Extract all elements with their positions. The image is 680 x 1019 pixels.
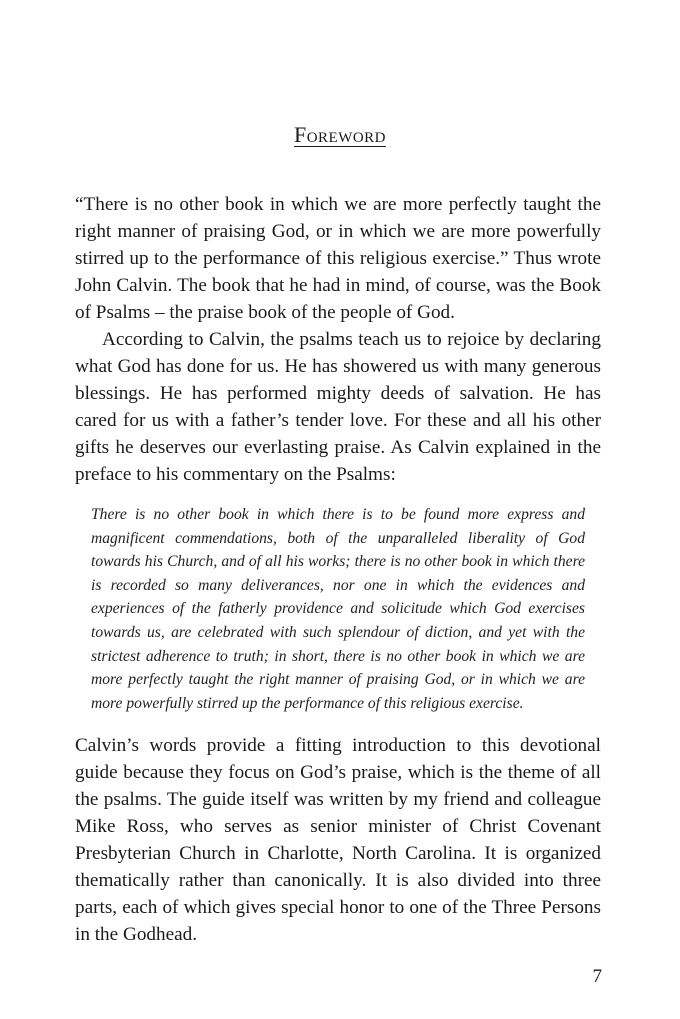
block-quote: There is no other book in which there is to be found more express and magnificent commendations, both of the unparalleled liberality of God towards his Church, and of all his works; there is no other book in which there is recorded so many deliverances, nor one in which the evidences and experiences of the fatherly providence and solicitude which God exercises towards us, are celebrated with such splendour of diction, and yet with the strictest adherence to truth; in short, there is no other book in which we are more perfectly taught the right manner of praising God, or in which we are more powerfully stirred up the performance of this religious exercise. <box>91 506 585 712</box>
opening-paragraph <box>75 191 601 326</box>
third-paragraph <box>75 732 601 948</box>
page-title: Foreword <box>293 122 387 147</box>
second-paragraph <box>75 326 601 488</box>
paragraph-text: “There is no other book in which we are more perfectly taught the right manner of praising God, or in which we are more powerfully stirred up to the performance of this religious exercise.” Thus wrote John Calvin. The book that he had in mind, of course, was the Book of Psalms – the praise book of the people of God. <box>75 194 601 323</box>
paragraph-text: According to Calvin, the psalms teach us to rejoice by declaring what God has done for us. He has showered us with many generous blessings. He has performed mighty deeds of salvation. He has cared for us with a father’s tender love. For these and all his other gifts he deserves our everlasting praise. As Calvin explained in the preface to his commentary on the Psalms: <box>75 329 601 485</box>
paragraph-text: Calvin’s words provide a fitting introduction to this devotional guide because they focus on God’s praise, which is the theme of all the psalms. The guide itself was written by my friend and colleague Mike Ross, who serves as senior minister of Christ Covenant Presbyterian Church in Charlotte, North Carolina. It is organized thematically rather than canonically. It is also divided into three parts, each of which gives special honor to one of the Three Persons in the Godhead. <box>75 735 601 945</box>
page-number: 7 <box>592 966 602 987</box>
